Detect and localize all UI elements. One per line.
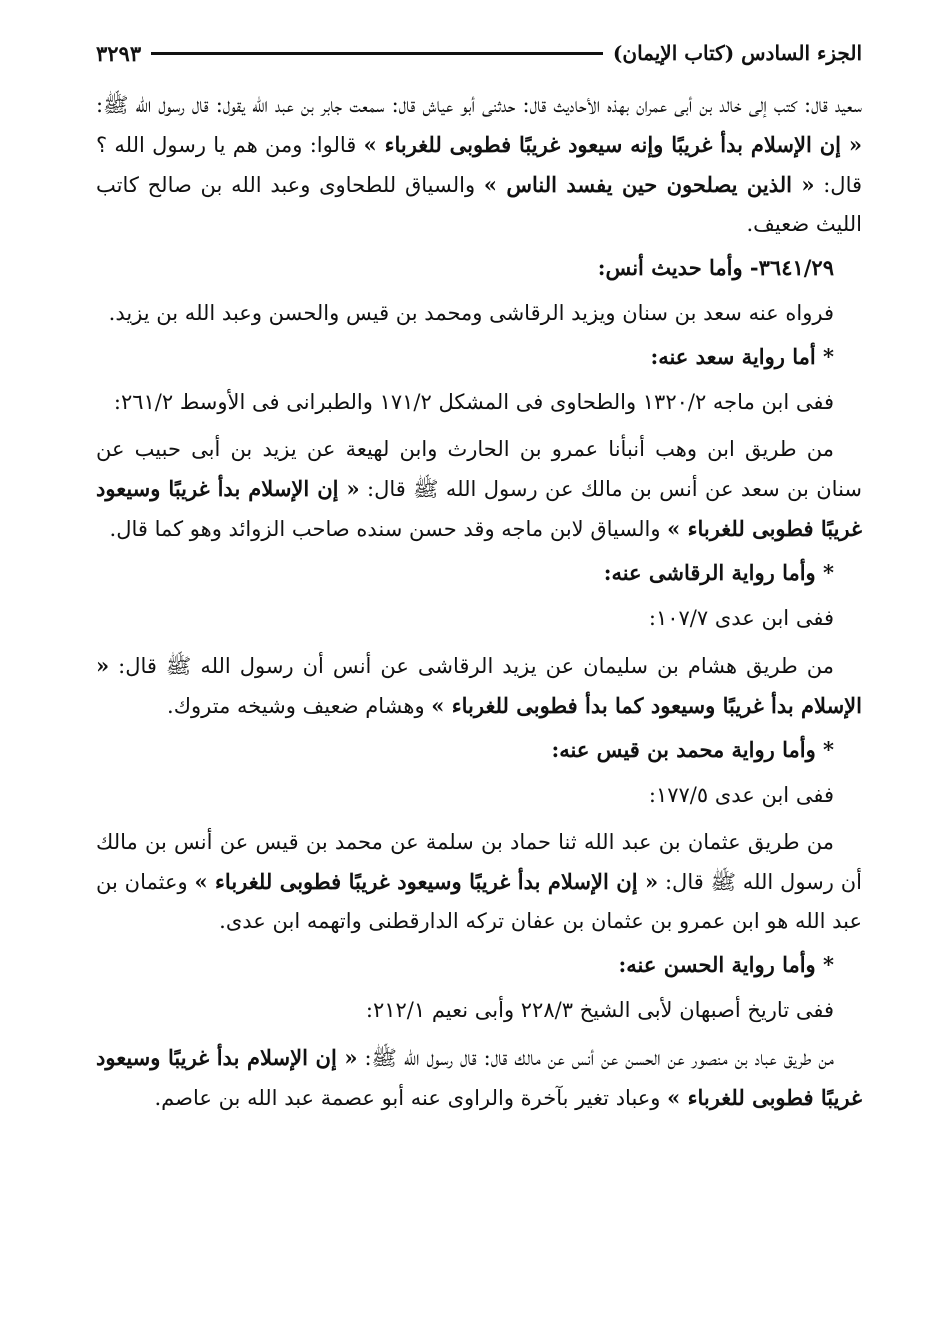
header-rule [151,52,603,55]
section-heading: ٣٦٤١/٢٩- وأما حديث أنس: [597,255,834,280]
paragraph-text: وهشام ضعيف وشيخه متروك. [167,694,432,718]
paragraph [96,646,862,726]
section-heading: * أما رواية سعد عنه: [650,344,834,369]
paragraph [96,991,862,1030]
paragraph-text: قالوا: ومن هم يا رسول الله ؟ قال: [96,133,863,197]
hadith-quote: « إن الإسلام بدأ غريبًا وسيعود غريبًا فطوبى للغرباء » [96,1045,862,1110]
paragraph [96,1038,862,1118]
section-heading: * وأما رواية الحسن عنه: [618,952,834,977]
paragraph [96,294,862,333]
paragraph-text: ففى تاريخ أصبهان لأبى الشيخ ٢٢٨/٣ وأبى نعيم ٢١٢/١: [365,998,834,1022]
hadith-quote: « إن الإسلام بدأ غريبًا وإنه سيعود غريبًا فطوبى للغرباء » [363,132,863,157]
paragraph-text: من طريق عثمان بن عبد الله ثنا حماد بن سلمة عن محمد بن قيس عن أنس بن مالك أن رسول الله ﷺ قال: [96,830,862,894]
paragraph [96,599,862,638]
page-number: ٣٢٩٣ [96,40,142,66]
paragraph-text: ففى ابن عدى ١٧٧/٥: [648,783,834,807]
paragraph-text: ففى ابن عدى ١٠٧/٧: [648,606,834,630]
paragraph [96,383,862,422]
paragraph [96,86,862,244]
paragraph-text: من طريق عباد بن منصور عن الحسن عن أنس عن مالك قال: قال رسول الله ﷺ: [357,1046,834,1070]
page-body [96,86,862,1118]
hadith-quote: « الإسلام بدأ غريبًا وسيعود كما بدأ فطوبى للغرباء » [96,653,862,718]
paragraph-text: والسياق لابن ماجه وقد حسن سنده صاحب الزوائد وهو كما قال. [109,517,668,541]
paragraph-text: وعثمان بن عبد الله هو ابن عمرو بن عثمان بن عفان تركه الدارقطنى واتهمه ابن عدى. [96,870,862,933]
section-heading: * وأما رواية الرقاشى عنه: [603,560,834,585]
section-heading: * وأما رواية محمد بن قيس عنه: [551,737,834,762]
paragraph-text: وعباد تغير بآخرة والراوى عنه أبو عصمة عبد الله بن عاصم. [154,1086,668,1110]
paragraph-text: من طريق هشام بن سليمان عن يزيد الرقاشى عن أنس أن رسول الله ﷺ قال: [109,654,834,678]
paragraph-text: سعيد قال: كتب إلى خالد بن أبى عمران بهذه الأحاديث قال: حدثنى أبو عياش قال: سمعت جابر بن عبد الله يقول: قال رسول الله ﷺ: [96,93,862,117]
hadith-quote: « الذين يصلحون حين يفسد الناس » [483,172,815,197]
paragraph [96,776,862,815]
paragraph-text: ففى ابن ماجه ١٣٢٠/٢ والطحاوى فى المشكل ١٧١/٢ والطبرانى فى الأوسط ٢٦١/٢: [113,390,834,414]
paragraph-text: من طريق ابن وهب أنبأنا عمرو بن الحارث وابن لهيعة عن يزيد بن أبى حبيب عن سنان بن سعد عن أنس بن مالك عن رسول الله ﷺ قال: [96,437,863,501]
paragraph-text: والسياق للطحاوى وعبد الله بن صالح كاتب الليث ضعيف. [96,173,862,236]
paragraph [96,823,862,941]
hadith-quote: « إن الإسلام بدأ غريبًا وسيعود غريبًا فطوبى للغرباء » [96,476,862,541]
header-title: الجزء السادس (كتاب الإيمان) [612,41,862,65]
running-header [96,36,862,70]
paragraph-text: فرواه عنه سعد بن سنان ويزيد الرقاشى ومحمد بن قيس والحسن وعبد الله بن يزيد. [108,301,834,325]
paragraph [96,430,862,549]
hadith-quote: « إن الإسلام بدأ غريبًا وسيعود غريبًا فطوبى للغرباء » [194,869,659,894]
